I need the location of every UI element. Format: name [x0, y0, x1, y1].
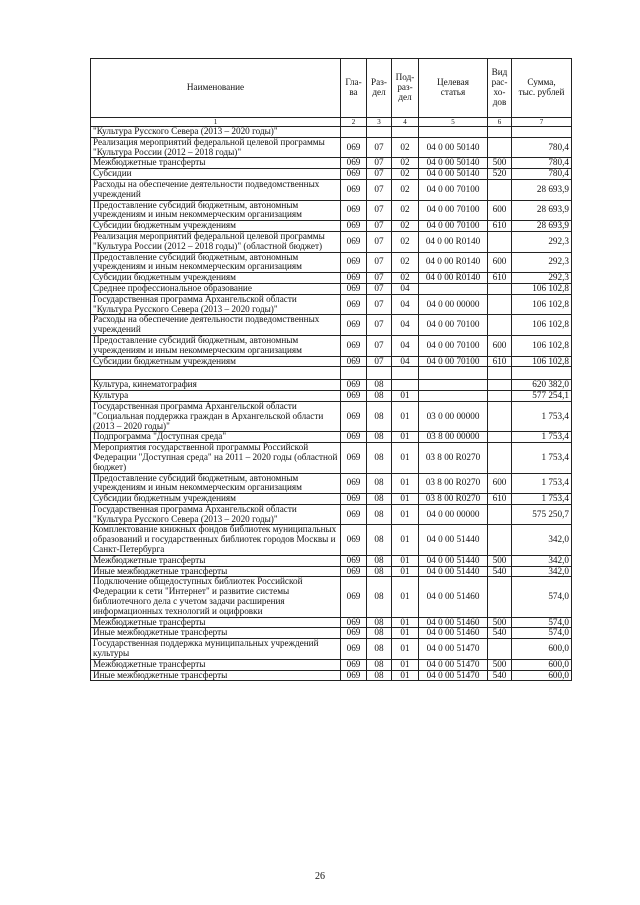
cell-expense-type — [488, 391, 512, 402]
cell-target: 04 0 00 50140 — [419, 169, 488, 180]
cell-amount: 600,0 — [512, 659, 572, 670]
cell-subsection: 02 — [392, 231, 419, 252]
cell-amount: 292,3 — [512, 231, 572, 252]
table-row — [91, 432, 572, 443]
cell-subsection: 01 — [392, 473, 419, 494]
cell-target: 03 0 00 00000 — [419, 401, 488, 431]
cell-subsection: 01 — [392, 391, 419, 402]
cell-target: 04 0 00 70100 — [419, 221, 488, 232]
cell-amount: 600,0 — [512, 670, 572, 681]
cell-chapter: 069 — [341, 401, 367, 431]
cell-amount: 780,4 — [512, 137, 572, 158]
cell-name: Предоставление субсидий бюджетным, автономным учреждениям и иным некоммерческим организациям — [91, 252, 341, 273]
cell-target: 04 0 00 70100 — [419, 335, 488, 356]
cell-target: 03 8 00 00000 — [419, 432, 488, 443]
cell-chapter: 069 — [341, 525, 367, 555]
cell-section: 08 — [367, 473, 392, 494]
cell-name: Иные межбюджетные трансферты — [91, 628, 341, 639]
cell-target: 04 0 00 51470 — [419, 659, 488, 670]
cell-target: 04 0 00 51460 — [419, 617, 488, 628]
cell-section: 07 — [367, 221, 392, 232]
column-number: 7 — [512, 118, 572, 127]
cell-section: 08 — [367, 504, 392, 525]
cell-section: 08 — [367, 432, 392, 443]
header-chapter-label: Гла- ва — [345, 77, 362, 97]
cell-amount: 574,0 — [512, 628, 572, 639]
cell-section: 08 — [367, 443, 392, 473]
cell-expense-type — [488, 231, 512, 252]
header-amount-label: Сумма, тыс. рублей — [518, 77, 565, 97]
table-row — [91, 335, 572, 356]
budget-table — [90, 58, 572, 681]
cell-chapter: 069 — [341, 504, 367, 525]
cell-amount: 106 102,8 — [512, 294, 572, 315]
cell-expense-type — [488, 525, 512, 555]
cell-subsection: 02 — [392, 158, 419, 169]
cell-chapter — [341, 367, 367, 380]
cell-chapter: 069 — [341, 335, 367, 356]
cell-chapter: 069 — [341, 283, 367, 294]
cell-name: Предоставление субсидий бюджетным, автономным учреждениям и иным некоммерческим организациям — [91, 200, 341, 221]
cell-target: 04 0 00 00000 — [419, 504, 488, 525]
cell-subsection: 02 — [392, 252, 419, 273]
cell-amount: 1 753,4 — [512, 494, 572, 505]
table-row — [91, 566, 572, 577]
cell-expense-type — [488, 380, 512, 391]
cell-expense-type: 610 — [488, 273, 512, 284]
cell-subsection: 01 — [392, 577, 419, 617]
cell-expense-type — [488, 283, 512, 294]
cell-name: Межбюджетные трансферты — [91, 158, 341, 169]
cell-name: Предоставление субсидий бюджетным, автономным учреждениям и иным некоммерческим организациям — [91, 335, 341, 356]
cell-subsection: 02 — [392, 273, 419, 284]
cell-chapter: 069 — [341, 137, 367, 158]
header-chapter — [341, 59, 367, 118]
cell-chapter: 069 — [341, 200, 367, 221]
cell-section: 08 — [367, 555, 392, 566]
header-section — [367, 59, 392, 118]
table-row — [91, 273, 572, 284]
cell-chapter: 069 — [341, 670, 367, 681]
table-row — [91, 252, 572, 273]
column-number-row — [91, 118, 572, 127]
cell-section: 07 — [367, 137, 392, 158]
header-expense-type-label: Вид рас- хо- дов — [491, 67, 508, 107]
cell-amount: 106 102,8 — [512, 315, 572, 336]
table-row — [91, 628, 572, 639]
table-row — [91, 137, 572, 158]
cell-chapter: 069 — [341, 577, 367, 617]
cell-expense-type — [488, 294, 512, 315]
cell-expense-type: 500 — [488, 158, 512, 169]
cell-target: 03 8 00 R0270 — [419, 443, 488, 473]
cell-subsection: 01 — [392, 401, 419, 431]
cell-section — [367, 127, 392, 138]
cell-chapter: 069 — [341, 473, 367, 494]
cell-chapter: 069 — [341, 432, 367, 443]
table-row — [91, 639, 572, 660]
cell-target — [419, 283, 488, 294]
cell-section: 07 — [367, 158, 392, 169]
cell-chapter: 069 — [341, 294, 367, 315]
table-row — [91, 356, 572, 367]
cell-subsection: 01 — [392, 659, 419, 670]
cell-section: 07 — [367, 283, 392, 294]
cell-expense-type — [488, 443, 512, 473]
table-row — [91, 577, 572, 617]
cell-amount: 28 693,9 — [512, 221, 572, 232]
table-row — [91, 179, 572, 200]
cell-target: 03 8 00 R0270 — [419, 473, 488, 494]
cell-section: 07 — [367, 294, 392, 315]
cell-target: 03 8 00 R0270 — [419, 494, 488, 505]
table-row — [91, 504, 572, 525]
table-row — [91, 380, 572, 391]
table-row — [91, 127, 572, 138]
header-target-label: Целевая статья — [437, 77, 469, 97]
cell-expense-type — [488, 127, 512, 138]
cell-name: Субсидии бюджетным учреждениям — [91, 356, 341, 367]
cell-section: 08 — [367, 391, 392, 402]
cell-subsection: 02 — [392, 221, 419, 232]
cell-name: Реализация мероприятий федеральной целевой программы "Культура России (2012 – 2018 годы)" (областной бюджет) — [91, 231, 341, 252]
cell-expense-type: 540 — [488, 566, 512, 577]
cell-expense-type: 540 — [488, 670, 512, 681]
cell-expense-type: 600 — [488, 200, 512, 221]
cell-target: 04 0 00 51440 — [419, 555, 488, 566]
cell-amount: 780,4 — [512, 158, 572, 169]
cell-expense-type — [488, 577, 512, 617]
table-body — [91, 127, 572, 681]
cell-target: 04 0 00 51440 — [419, 566, 488, 577]
cell-target: 04 0 00 R0140 — [419, 231, 488, 252]
cell-section: 08 — [367, 566, 392, 577]
cell-expense-type — [488, 315, 512, 336]
cell-amount: 575 250,7 — [512, 504, 572, 525]
cell-amount: 620 382,0 — [512, 380, 572, 391]
table-row — [91, 221, 572, 232]
cell-target — [419, 380, 488, 391]
cell-section: 08 — [367, 494, 392, 505]
cell-target: 04 0 00 50140 — [419, 137, 488, 158]
cell-section: 08 — [367, 670, 392, 681]
cell-subsection: 02 — [392, 137, 419, 158]
cell-chapter: 069 — [341, 659, 367, 670]
cell-amount: 292,3 — [512, 273, 572, 284]
cell-amount: 342,0 — [512, 555, 572, 566]
cell-expense-type: 610 — [488, 356, 512, 367]
cell-subsection — [392, 380, 419, 391]
cell-name: Иные межбюджетные трансферты — [91, 566, 341, 577]
cell-chapter: 069 — [341, 158, 367, 169]
header-name: Наименование — [91, 59, 341, 118]
cell-section: 08 — [367, 525, 392, 555]
cell-expense-type — [488, 504, 512, 525]
cell-name: Иные межбюджетные трансферты — [91, 670, 341, 681]
column-number: 2 — [341, 118, 367, 127]
cell-chapter: 069 — [341, 391, 367, 402]
cell-chapter: 069 — [341, 221, 367, 232]
cell-chapter: 069 — [341, 494, 367, 505]
cell-target: 04 0 00 70100 — [419, 356, 488, 367]
cell-amount: 1 753,4 — [512, 401, 572, 431]
cell-subsection: 01 — [392, 670, 419, 681]
column-number: 6 — [488, 118, 512, 127]
cell-expense-type: 500 — [488, 555, 512, 566]
cell-amount: 574,0 — [512, 617, 572, 628]
cell-subsection: 01 — [392, 639, 419, 660]
table-row — [91, 659, 572, 670]
cell-amount: 1 753,4 — [512, 432, 572, 443]
cell-expense-type — [488, 179, 512, 200]
cell-subsection: 01 — [392, 443, 419, 473]
header-expense-type — [488, 59, 512, 118]
cell-expense-type — [488, 639, 512, 660]
cell-amount: 1 753,4 — [512, 473, 572, 494]
page-number: 26 — [315, 871, 325, 882]
header-row — [91, 59, 572, 118]
cell-name: Субсидии бюджетным учреждениям — [91, 273, 341, 284]
cell-subsection: 01 — [392, 555, 419, 566]
cell-subsection: 01 — [392, 617, 419, 628]
table-row — [91, 391, 572, 402]
cell-amount — [512, 367, 572, 380]
cell-amount: 574,0 — [512, 577, 572, 617]
table-row — [91, 294, 572, 315]
table-row — [91, 525, 572, 555]
cell-subsection: 04 — [392, 294, 419, 315]
table-row — [91, 617, 572, 628]
cell-expense-type — [488, 401, 512, 431]
cell-name: Межбюджетные трансферты — [91, 617, 341, 628]
cell-subsection: 02 — [392, 200, 419, 221]
cell-name: Субсидии бюджетным учреждениям — [91, 221, 341, 232]
cell-target: 04 0 00 51470 — [419, 670, 488, 681]
cell-name: Культура, кинематография — [91, 380, 341, 391]
cell-target: 04 0 00 70100 — [419, 179, 488, 200]
header-amount — [512, 59, 572, 118]
cell-amount: 1 753,4 — [512, 443, 572, 473]
table-row — [91, 401, 572, 431]
cell-chapter — [341, 127, 367, 138]
cell-chapter: 069 — [341, 617, 367, 628]
cell-chapter: 069 — [341, 555, 367, 566]
cell-amount: 342,0 — [512, 566, 572, 577]
cell-subsection: 04 — [392, 356, 419, 367]
cell-target: 04 0 00 50140 — [419, 158, 488, 169]
cell-name: Предоставление субсидий бюджетным, автономным учреждениям и иным некоммерческим организациям — [91, 473, 341, 494]
cell-name: Среднее профессиональное образование — [91, 283, 341, 294]
cell-subsection: 01 — [392, 628, 419, 639]
cell-chapter: 069 — [341, 566, 367, 577]
header-subsection-label: Под- раз- дел — [395, 72, 415, 102]
column-number: 3 — [367, 118, 392, 127]
cell-subsection — [392, 127, 419, 138]
header-target — [419, 59, 488, 118]
cell-amount: 292,3 — [512, 252, 572, 273]
cell-target: 04 0 00 70100 — [419, 200, 488, 221]
cell-name: Межбюджетные трансферты — [91, 555, 341, 566]
cell-section: 08 — [367, 639, 392, 660]
table-row — [91, 473, 572, 494]
cell-amount: 106 102,8 — [512, 356, 572, 367]
column-number: 4 — [392, 118, 419, 127]
cell-amount: 28 693,9 — [512, 179, 572, 200]
cell-expense-type — [488, 367, 512, 380]
cell-section: 07 — [367, 335, 392, 356]
cell-chapter: 069 — [341, 380, 367, 391]
cell-target: 04 0 00 00000 — [419, 294, 488, 315]
cell-expense-type — [488, 432, 512, 443]
column-number: 5 — [419, 118, 488, 127]
cell-amount: 600,0 — [512, 639, 572, 660]
cell-subsection: 02 — [392, 179, 419, 200]
cell-section: 08 — [367, 659, 392, 670]
cell-chapter: 069 — [341, 252, 367, 273]
cell-subsection: 01 — [392, 504, 419, 525]
cell-chapter: 069 — [341, 273, 367, 284]
cell-expense-type: 540 — [488, 628, 512, 639]
column-number: 1 — [91, 118, 341, 127]
cell-chapter: 069 — [341, 628, 367, 639]
cell-expense-type: 520 — [488, 169, 512, 180]
cell-section: 08 — [367, 401, 392, 431]
cell-section: 07 — [367, 252, 392, 273]
cell-amount: 106 102,8 — [512, 335, 572, 356]
table-row — [91, 443, 572, 473]
cell-name: Межбюджетные трансферты — [91, 659, 341, 670]
cell-amount: 577 254,1 — [512, 391, 572, 402]
cell-expense-type: 500 — [488, 617, 512, 628]
cell-chapter: 069 — [341, 231, 367, 252]
cell-name: Подпрограмма "Доступная среда" — [91, 432, 341, 443]
table-row — [91, 494, 572, 505]
cell-section: 07 — [367, 356, 392, 367]
cell-target: 04 0 00 51460 — [419, 628, 488, 639]
cell-amount: 780,4 — [512, 169, 572, 180]
cell-amount — [512, 127, 572, 138]
table-row — [91, 283, 572, 294]
cell-subsection: 01 — [392, 525, 419, 555]
cell-subsection: 01 — [392, 494, 419, 505]
cell-chapter: 069 — [341, 169, 367, 180]
header-section-label: Раз- дел — [371, 77, 387, 97]
cell-expense-type — [488, 137, 512, 158]
cell-name: Мероприятия государственной программы Российской Федерации "Доступная среда" на 2011 – 2020 годы (областной бюджет) — [91, 443, 341, 473]
cell-amount: 342,0 — [512, 525, 572, 555]
table-row — [91, 555, 572, 566]
cell-section: 08 — [367, 628, 392, 639]
cell-name: "Культура Русского Севера (2013 – 2020 годы)" — [91, 127, 341, 138]
cell-name — [91, 367, 341, 380]
cell-target: 04 0 00 51470 — [419, 639, 488, 660]
cell-section: 08 — [367, 380, 392, 391]
header-subsection — [392, 59, 419, 118]
table-row — [91, 158, 572, 169]
cell-name: Государственная программа Архангельской области "Культура Русского Севера (2013 – 2020 годы)" — [91, 504, 341, 525]
cell-target: 04 0 00 70100 — [419, 315, 488, 336]
cell-name: Культура — [91, 391, 341, 402]
cell-name: Государственная программа Архангельской области "Социальная поддержка граждан в Архангельской области (2013 – 2020 годы)" — [91, 401, 341, 431]
cell-section: 07 — [367, 231, 392, 252]
cell-subsection: 01 — [392, 566, 419, 577]
cell-amount: 106 102,8 — [512, 283, 572, 294]
cell-chapter: 069 — [341, 315, 367, 336]
cell-name: Расходы на обеспечение деятельности подведомственных учреждений — [91, 315, 341, 336]
cell-name: Государственная программа Архангельской области "Культура Русского Севера (2013 – 2020 годы)" — [91, 294, 341, 315]
cell-expense-type: 500 — [488, 659, 512, 670]
cell-name: Государственная поддержка муниципальных учреждений культуры — [91, 639, 341, 660]
cell-subsection: 01 — [392, 432, 419, 443]
cell-target: 04 0 00 R0140 — [419, 273, 488, 284]
cell-expense-type: 600 — [488, 473, 512, 494]
cell-name: Реализация мероприятий федеральной целевой программы "Культура России (2012 – 2018 годы)" — [91, 137, 341, 158]
cell-section: 07 — [367, 315, 392, 336]
cell-chapter: 069 — [341, 179, 367, 200]
cell-chapter: 069 — [341, 443, 367, 473]
cell-target — [419, 391, 488, 402]
cell-section: 07 — [367, 179, 392, 200]
cell-name: Комплектование книжных фондов библиотек муниципальных образований и государственных библиотек городов Москвы и Санкт-Петербурга — [91, 525, 341, 555]
cell-subsection: 04 — [392, 283, 419, 294]
cell-subsection: 04 — [392, 335, 419, 356]
table-row — [91, 231, 572, 252]
cell-section: 07 — [367, 200, 392, 221]
cell-target — [419, 367, 488, 380]
cell-subsection — [392, 367, 419, 380]
cell-section — [367, 367, 392, 380]
table-row — [91, 169, 572, 180]
cell-expense-type: 600 — [488, 252, 512, 273]
cell-section: 07 — [367, 273, 392, 284]
cell-name: Расходы на обеспечение деятельности подведомственных учреждений — [91, 179, 341, 200]
cell-subsection: 02 — [392, 169, 419, 180]
cell-subsection: 04 — [392, 315, 419, 336]
cell-expense-type: 610 — [488, 221, 512, 232]
cell-chapter: 069 — [341, 356, 367, 367]
cell-name: Субсидии бюджетным учреждениям — [91, 494, 341, 505]
cell-section: 08 — [367, 617, 392, 628]
cell-amount: 28 693,9 — [512, 200, 572, 221]
cell-target: 04 0 00 R0140 — [419, 252, 488, 273]
cell-section: 08 — [367, 577, 392, 617]
table-row — [91, 315, 572, 336]
cell-target — [419, 127, 488, 138]
cell-chapter: 069 — [341, 639, 367, 660]
cell-target: 04 0 00 51460 — [419, 577, 488, 617]
cell-section: 07 — [367, 169, 392, 180]
table-row — [91, 670, 572, 681]
table-row — [91, 367, 572, 380]
cell-expense-type: 610 — [488, 494, 512, 505]
table-row — [91, 200, 572, 221]
cell-target: 04 0 00 51440 — [419, 525, 488, 555]
cell-name: Подключение общедоступных библиотек Российской Федерации к сети "Интернет" и развитие системы библиотечного дела с учетом задачи расширения информационных технологий и оцифровки — [91, 577, 341, 617]
cell-expense-type: 600 — [488, 335, 512, 356]
cell-name: Субсидии — [91, 169, 341, 180]
